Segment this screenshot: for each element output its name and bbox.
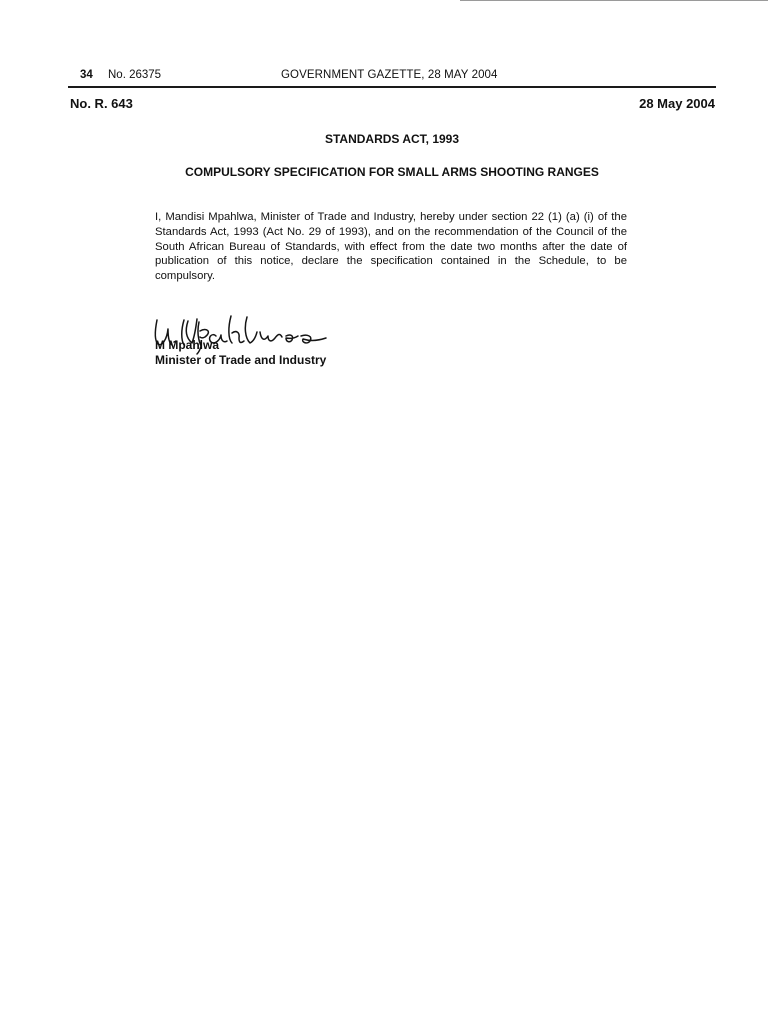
- gazette-title: GOVERNMENT GAZETTE, 28 MAY 2004: [281, 69, 498, 81]
- running-header: [80, 67, 716, 83]
- page-number: 34: [80, 69, 93, 81]
- signatory-title: Minister of Trade and Industry: [155, 353, 327, 367]
- header-rule: [68, 86, 716, 88]
- gazette-number: No. 26375: [108, 69, 162, 81]
- scan-top-rule: [460, 0, 768, 1]
- specification-title: COMPULSORY SPECIFICATION FOR SMALL ARMS SHOOTING RANGES: [185, 165, 599, 179]
- notice-body: I, Mandisi Mpahlwa, Minister of Trade and Industry, hereby under section 22 (1) (a) (i) of the Standards Act, 1993 (Act No. 29 of 1993), and on the recommendation of the Council of the South African Bureau of Standards, with effect from the date two months after the date of publication of this notice, declare the specification contained in the Schedule, to be compulsory.: [155, 211, 627, 283]
- notice-date: 28 May 2004: [639, 96, 715, 111]
- act-title: STANDARDS ACT, 1993: [324, 132, 460, 146]
- notice-number: No. R. 643: [70, 96, 133, 111]
- signatory-name: M Mpahlwa: [155, 338, 220, 352]
